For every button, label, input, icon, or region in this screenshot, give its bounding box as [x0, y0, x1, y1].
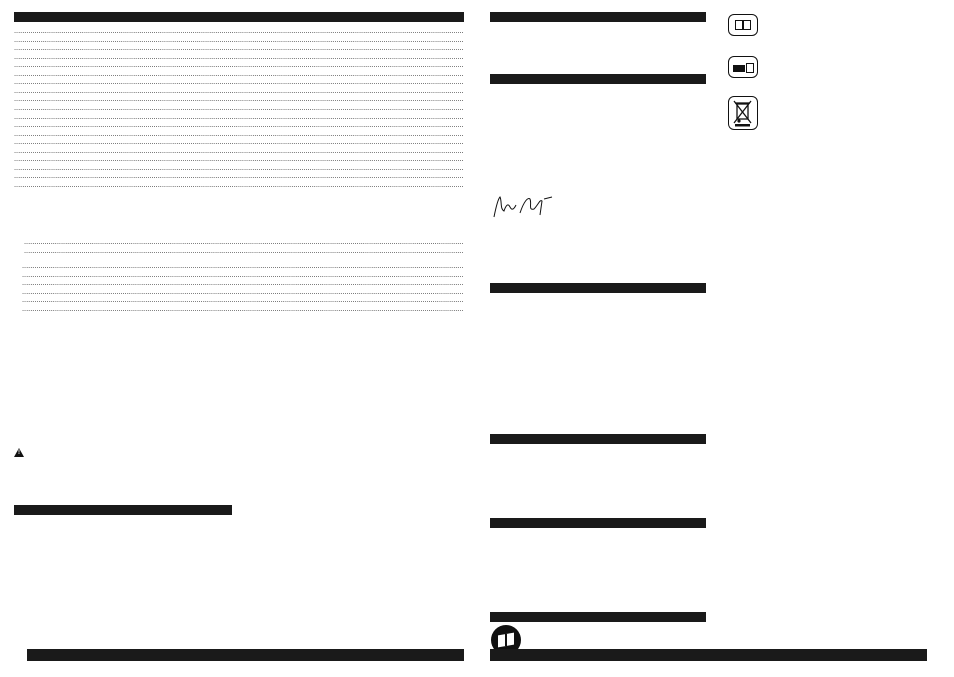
propisna-body [490, 25, 706, 28]
spec-label [14, 164, 464, 173]
spec-row [14, 305, 464, 314]
footer-left [14, 641, 27, 661]
spec-row [14, 113, 464, 122]
spec-label [14, 279, 464, 288]
spec-label [14, 78, 464, 87]
ce-body [490, 87, 706, 90]
spec-row [14, 181, 464, 190]
footer-right [927, 641, 940, 661]
weee-bin-icon [728, 96, 758, 130]
spec-row [14, 288, 464, 297]
zastita-header [490, 434, 706, 444]
spec-row [14, 155, 464, 164]
spec-table-header [14, 12, 464, 22]
footer-bar-right [490, 649, 940, 661]
ce-signatory [490, 222, 706, 226]
spec-label [14, 36, 464, 45]
spec-row [14, 87, 464, 96]
spec-row [14, 61, 464, 70]
spec-label [14, 247, 464, 256]
spec-label [14, 70, 464, 79]
spec-row [14, 138, 464, 147]
spec-label [14, 113, 464, 122]
spec-label [14, 95, 464, 104]
spec-label [14, 172, 464, 181]
spec-label [14, 53, 464, 62]
remove-battery-icon [728, 56, 758, 78]
spec-label [14, 262, 464, 271]
warning-icon: ! [14, 448, 24, 457]
zastita-body [490, 446, 706, 449]
spec-row [14, 147, 464, 156]
spec-label [14, 238, 464, 247]
spec-row [14, 27, 464, 36]
odrzavanje-body [490, 530, 706, 533]
spec-row [14, 279, 464, 288]
spec-row [14, 130, 464, 139]
odrzavanje-header [490, 518, 706, 528]
baterije-header [490, 283, 706, 293]
spec-label [14, 305, 464, 314]
special-header [14, 505, 232, 515]
spec-label [14, 181, 464, 190]
spec-row [14, 247, 464, 256]
spec-row [14, 44, 464, 53]
spec-row [14, 121, 464, 130]
spec-label [14, 271, 464, 280]
spec-label [14, 61, 464, 70]
spec-row [14, 172, 464, 181]
read-manual-icon [728, 14, 758, 36]
spec-row [14, 104, 464, 113]
spec-label [14, 155, 464, 164]
spec-row [14, 271, 464, 280]
spec-row [14, 296, 464, 305]
baterije-body [490, 295, 706, 298]
spec-row [14, 78, 464, 87]
spec-label [14, 87, 464, 96]
spec-row [14, 53, 464, 62]
special-body [14, 517, 232, 520]
spec-row [14, 164, 464, 173]
signature-icon [490, 193, 560, 221]
spec-label [14, 296, 464, 305]
propisna-header [490, 12, 706, 22]
simboli-header [490, 612, 706, 622]
spec-label [14, 130, 464, 139]
spec-label [14, 288, 464, 297]
spec-row [14, 262, 464, 271]
spec-label [14, 104, 464, 113]
spec-label [14, 27, 464, 36]
ce-header [490, 74, 706, 84]
spec-row [14, 36, 464, 45]
spec-label [14, 121, 464, 130]
warning-block [14, 448, 232, 461]
footer-bar-left [14, 649, 464, 661]
spec-label [14, 138, 464, 147]
spec-row [14, 70, 464, 79]
spec-row [14, 95, 464, 104]
spec-row [14, 238, 464, 247]
spec-label [14, 147, 464, 156]
spec-label [14, 44, 464, 53]
